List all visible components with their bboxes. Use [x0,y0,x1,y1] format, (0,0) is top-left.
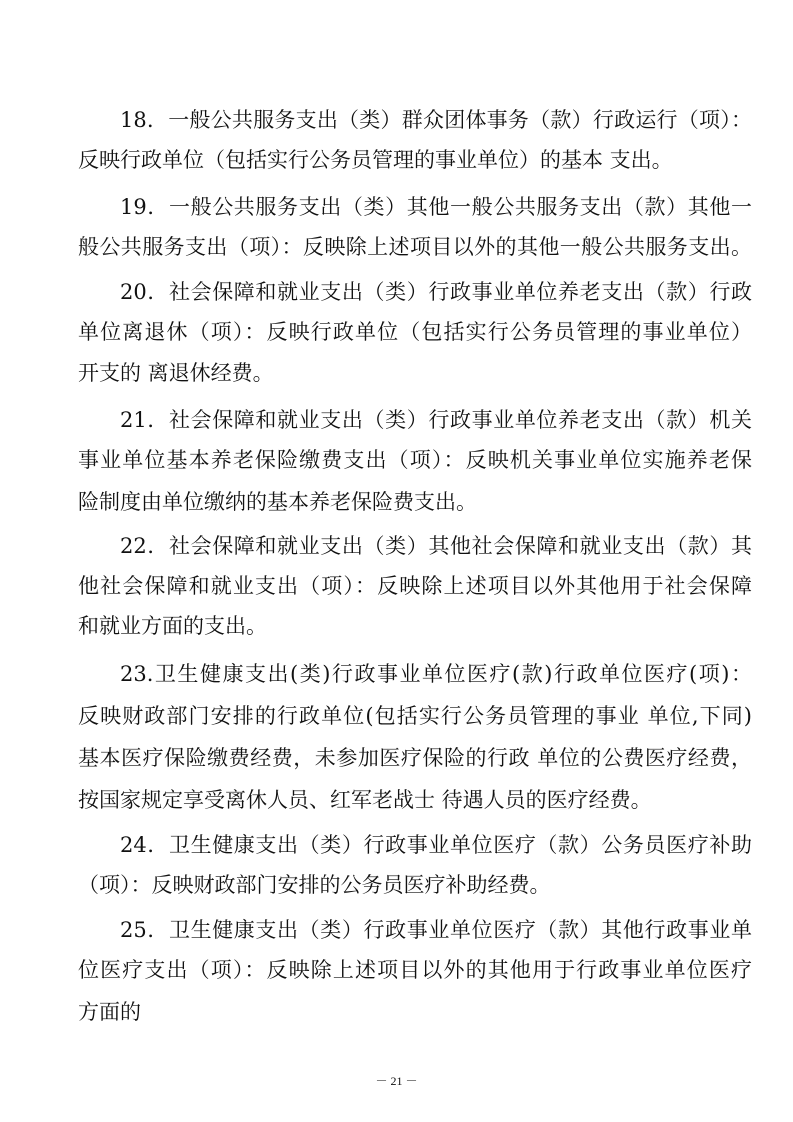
text-line: 24．卫生健康支出（类）行政事业单位医疗（款）公务员医疗补助 [120,833,752,857]
text-line: 开支的 离退休经费。 [78,361,274,385]
text-line: 反映财政部门安排的行政单位(包括实行公务员管理的事业 单位,下同) [78,704,752,728]
text-line: 25．卫生健康支出（类）行政事业单位医疗（款）其他行政事业单 [120,918,752,942]
text-line: 基本医疗保险缴费经费，未参加医疗保险的行政 单位的公费医疗经费， [78,746,752,770]
text-line: 反映行政单位（包括实行公务员管理的事业单位）的基本 支出。 [78,148,673,172]
text-line: 般公共服务支出（项）：反映除上述项目以外的其他一般公共服务支出。 [78,235,752,259]
text-line: 方面的 [78,1000,141,1024]
text-line: （项）：反映财政部门安排的公务员医疗补助经费。 [78,873,551,897]
text-line: 按国家规定享受离休人员、红军老战士 待遇人员的医疗经费。 [78,788,652,812]
text-line: 19．一般公共服务支出（类）其他一般公共服务支出（款）其他一 [120,195,752,219]
text-line: 位医疗支出（项）：反映除上述项目以外的其他用于行政事业单位医疗 [78,958,752,982]
text-line: 事业单位基本养老保险缴费支出（项）：反映机关事业单位实施养老保 [78,448,752,472]
text-line: 23.卫生健康支出(类)行政事业单位医疗(款)行政单位医疗(项)： [120,662,752,686]
text-line: 和就业方面的支出。 [78,614,267,638]
text-line: 22．社会保障和就业支出（类）其他社会保障和就业支出（款）其 [120,534,752,558]
text-line: 险制度由单位缴纳的基本养老保险费支出。 [78,490,477,514]
page-number: － 21 － [375,1074,418,1088]
text-line: 他社会保障和就业支出（项）：反映除上述项目以外其他用于社会保障 [78,574,752,598]
text-line: 18．一般公共服务支出（类）群众团体事务（款）行政运行（项）： [120,108,752,132]
text-line: 20．社会保障和就业支出（类）行政事业单位养老支出（款）行政 [120,280,752,304]
text-line: 21．社会保障和就业支出（类）行政事业单位养老支出（款）机关 [120,408,752,432]
text-line: 单位离退休（项）：反映行政单位（包括实行公务员管理的事业单位） [78,320,752,344]
